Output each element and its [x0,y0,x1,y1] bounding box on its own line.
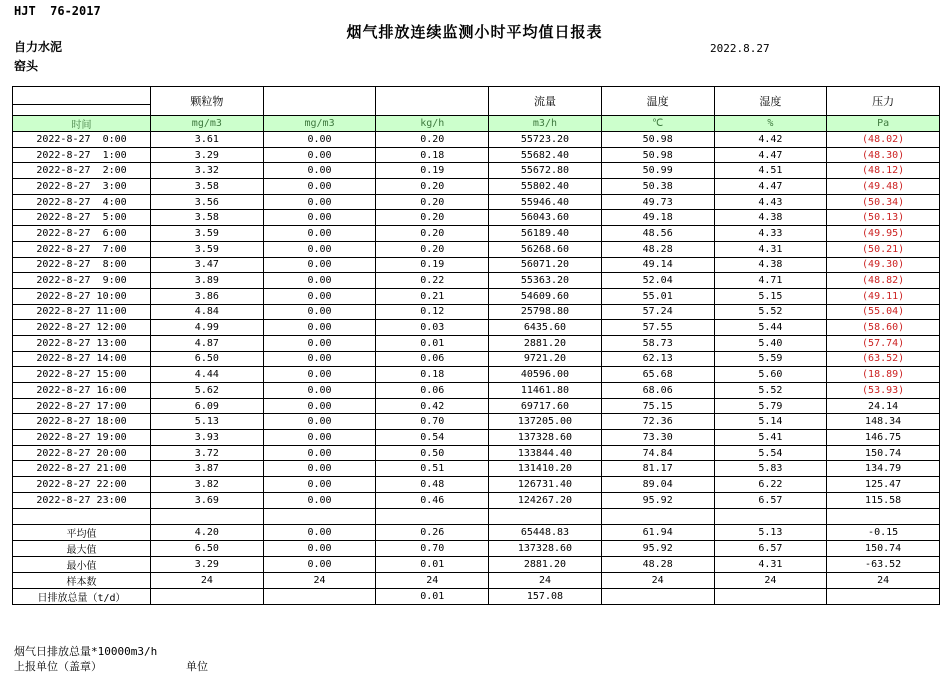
value-cell: 3.72 [151,445,264,461]
value-cell: 5.41 [714,430,827,446]
value-cell: 89.04 [601,477,714,493]
value-cell: 49.14 [601,257,714,273]
value-cell: 131410.20 [489,461,602,477]
table-row [13,241,940,257]
summary-row [13,540,940,556]
value-cell: 4.44 [151,367,264,383]
value-cell: 0.00 [263,226,376,242]
summary-value: 137328.60 [489,540,602,556]
table-row [13,398,940,414]
summary-value [263,589,376,605]
time-cell: 2022-8-27 10:00 [13,288,151,304]
group-header-cell: 温度 [601,87,714,116]
summary-value: 61.94 [601,524,714,540]
value-cell: 133844.40 [489,445,602,461]
value-cell: 3.29 [151,147,264,163]
value-cell: 56189.40 [489,226,602,242]
value-cell: 5.14 [714,414,827,430]
value-cell: 11461.80 [489,383,602,399]
value-cell: 6435.60 [489,320,602,336]
value-cell: 6.09 [151,398,264,414]
value-cell: 4.38 [714,210,827,226]
value-cell: 58.73 [601,335,714,351]
value-cell: 3.87 [151,461,264,477]
value-cell: 0.51 [376,461,489,477]
summary-value: 24 [151,573,264,589]
value-cell: 50.98 [601,147,714,163]
value-cell: (48.02) [827,132,940,148]
value-cell: 49.18 [601,210,714,226]
value-cell: 5.40 [714,335,827,351]
summary-label: 日排放总量（t/d） [13,589,151,605]
summary-value: 24 [376,573,489,589]
time-cell: 2022-8-27 6:00 [13,226,151,242]
table-row [13,210,940,226]
summary-label: 样本数 [13,573,151,589]
summary-value: 3.29 [151,556,264,572]
value-cell: 2881.20 [489,335,602,351]
value-cell: 0.03 [376,320,489,336]
value-cell: 0.00 [263,383,376,399]
value-cell: 55363.20 [489,273,602,289]
unit-header-cell: Pa [827,116,940,132]
time-cell: 2022-8-27 17:00 [13,398,151,414]
unit-header-cell: kg/h [376,116,489,132]
summary-row [13,556,940,572]
value-cell: 3.61 [151,132,264,148]
report-table [12,86,940,605]
value-cell: 0.42 [376,398,489,414]
spacer-cell [714,508,827,524]
value-cell: 0.19 [376,257,489,273]
summary-value: 95.92 [601,540,714,556]
value-cell: 0.00 [263,132,376,148]
value-cell: 9721.20 [489,351,602,367]
time-cell: 2022-8-27 3:00 [13,179,151,195]
value-cell: 25798.80 [489,304,602,320]
unit-label: 单位 [186,660,208,673]
table-row [13,132,940,148]
value-cell: 0.50 [376,445,489,461]
value-cell: 5.83 [714,461,827,477]
value-cell: 0.22 [376,273,489,289]
value-cell: 0.20 [376,132,489,148]
value-cell: 48.56 [601,226,714,242]
value-cell: 3.32 [151,163,264,179]
value-cell: 73.30 [601,430,714,446]
value-cell: 3.58 [151,179,264,195]
value-cell: 6.22 [714,477,827,493]
value-cell: (53.93) [827,383,940,399]
unit-header-cell: % [714,116,827,132]
value-cell: 0.00 [263,273,376,289]
spacer-cell [13,508,151,524]
value-cell: 0.00 [263,210,376,226]
value-cell: 4.33 [714,226,827,242]
value-cell: 0.20 [376,194,489,210]
table-row [13,367,940,383]
table-row [13,492,940,508]
summary-value: 65448.83 [489,524,602,540]
value-cell: 0.00 [263,257,376,273]
value-cell: 0.00 [263,492,376,508]
value-cell: 5.60 [714,367,827,383]
value-cell: (48.82) [827,273,940,289]
summary-value: 150.74 [827,540,940,556]
time-cell: 2022-8-27 12:00 [13,320,151,336]
time-cell: 2022-8-27 2:00 [13,163,151,179]
summary-row [13,524,940,540]
value-cell: 5.13 [151,414,264,430]
summary-value: 0.01 [376,589,489,605]
value-cell: 3.56 [151,194,264,210]
corner-cell-top [13,87,151,105]
value-cell: 4.71 [714,273,827,289]
value-cell: 55672.80 [489,163,602,179]
value-cell: 0.20 [376,226,489,242]
value-cell: 3.89 [151,273,264,289]
value-cell: 4.43 [714,194,827,210]
value-cell: 148.34 [827,414,940,430]
value-cell: 68.06 [601,383,714,399]
value-cell: (48.12) [827,163,940,179]
value-cell: 0.20 [376,210,489,226]
summary-value: 24 [601,573,714,589]
summary-value [151,589,264,605]
time-cell: 2022-8-27 7:00 [13,241,151,257]
summary-value: 0.00 [263,524,376,540]
value-cell: 0.21 [376,288,489,304]
value-cell: 55682.40 [489,147,602,163]
value-cell: 5.15 [714,288,827,304]
table-row [13,445,940,461]
value-cell: 55723.20 [489,132,602,148]
value-cell: 137205.00 [489,414,602,430]
table-row [13,257,940,273]
time-cell: 2022-8-27 21:00 [13,461,151,477]
spacer-cell [376,508,489,524]
value-cell: 0.70 [376,414,489,430]
value-cell: 56071.20 [489,257,602,273]
value-cell: (49.48) [827,179,940,195]
time-cell: 2022-8-27 9:00 [13,273,151,289]
summary-value: 24 [714,573,827,589]
value-cell: 95.92 [601,492,714,508]
summary-value: 0.26 [376,524,489,540]
time-cell: 2022-8-27 23:00 [13,492,151,508]
summary-value: 0.70 [376,540,489,556]
summary-value: 24 [827,573,940,589]
value-cell: 69717.60 [489,398,602,414]
value-cell: 5.44 [714,320,827,336]
value-cell: 0.00 [263,335,376,351]
value-cell: 124267.20 [489,492,602,508]
value-cell: 0.00 [263,288,376,304]
time-cell: 2022-8-27 14:00 [13,351,151,367]
summary-value: 4.20 [151,524,264,540]
value-cell: 49.73 [601,194,714,210]
value-cell: 0.46 [376,492,489,508]
value-cell: 55802.40 [489,179,602,195]
table-row [13,430,940,446]
value-cell: 4.87 [151,335,264,351]
value-cell: 3.59 [151,226,264,242]
value-cell: 5.52 [714,383,827,399]
company-name: 自力水泥 [14,40,63,54]
value-cell: 0.00 [263,147,376,163]
table-row [13,351,940,367]
time-cell: 2022-8-27 4:00 [13,194,151,210]
value-cell: 4.99 [151,320,264,336]
value-cell: 0.00 [263,320,376,336]
summary-value: 5.13 [714,524,827,540]
source-name: 窑头 [14,59,39,73]
group-header-cell [263,87,376,116]
standard-code: HJT 76-2017 [14,4,101,18]
value-cell: 4.38 [714,257,827,273]
value-cell: 0.00 [263,414,376,430]
table-row [13,288,940,304]
spacer-cell [263,508,376,524]
report-table-head [13,87,940,132]
table-row [13,179,940,195]
group-header-cell: 压力 [827,87,940,116]
value-cell: 4.47 [714,147,827,163]
value-cell: 0.00 [263,194,376,210]
value-cell: 54609.60 [489,288,602,304]
value-cell: 0.18 [376,367,489,383]
value-cell: 0.00 [263,163,376,179]
value-cell: 57.24 [601,304,714,320]
time-cell: 2022-8-27 13:00 [13,335,151,351]
time-cell: 2022-8-27 16:00 [13,383,151,399]
value-cell: (57.74) [827,335,940,351]
value-cell: (50.13) [827,210,940,226]
value-cell: 3.69 [151,492,264,508]
summary-label: 平均值 [13,524,151,540]
unit-header-cell: mg/m3 [263,116,376,132]
value-cell: (49.95) [827,226,940,242]
table-row [13,477,940,493]
unit-header-cell: mg/m3 [151,116,264,132]
value-cell: 50.99 [601,163,714,179]
value-cell: 134.79 [827,461,940,477]
time-cell: 2022-8-27 19:00 [13,430,151,446]
table-row [13,226,940,242]
value-cell: 74.84 [601,445,714,461]
summary-value: 0.00 [263,556,376,572]
value-cell: 3.58 [151,210,264,226]
summary-value: 24 [263,573,376,589]
summary-value: 6.57 [714,540,827,556]
summary-value: 24 [489,573,602,589]
value-cell: (55.04) [827,304,940,320]
table-row [13,163,940,179]
value-cell: 75.15 [601,398,714,414]
value-cell: 62.13 [601,351,714,367]
value-cell: 81.17 [601,461,714,477]
value-cell: 52.04 [601,273,714,289]
report-unit-label: 上报单位（盖章） [14,660,102,673]
value-cell: 0.00 [263,430,376,446]
value-cell: 0.20 [376,241,489,257]
table-row [13,194,940,210]
footer-note: 烟气日排放总量*10000m3/h [14,645,158,658]
value-cell: 0.00 [263,304,376,320]
value-cell: 50.98 [601,132,714,148]
summary-value: 157.08 [489,589,602,605]
value-cell: 0.19 [376,163,489,179]
table-row [13,320,940,336]
time-cell: 2022-8-27 20:00 [13,445,151,461]
value-cell: 3.47 [151,257,264,273]
value-cell: 3.86 [151,288,264,304]
table-row [13,273,940,289]
summary-label: 最小值 [13,556,151,572]
value-cell: 65.68 [601,367,714,383]
value-cell: 40596.00 [489,367,602,383]
value-cell: 72.36 [601,414,714,430]
group-header-cell: 湿度 [714,87,827,116]
value-cell: 137328.60 [489,430,602,446]
summary-value: -63.52 [827,556,940,572]
time-cell: 2022-8-27 8:00 [13,257,151,273]
value-cell: (48.30) [827,147,940,163]
value-cell: 48.28 [601,241,714,257]
spacer-cell [489,508,602,524]
value-cell: (49.30) [827,257,940,273]
report-date: 2022.8.27 [710,42,770,55]
value-cell: 55946.40 [489,194,602,210]
time-column-header: 时间 [13,116,151,132]
page-title: 烟气排放连续监测小时平均值日报表 [346,23,603,41]
value-cell: 115.58 [827,492,940,508]
unit-header-cell: m3/h [489,116,602,132]
summary-label: 最大值 [13,540,151,556]
value-cell: 0.06 [376,383,489,399]
table-row [13,383,940,399]
table-row [13,335,940,351]
value-cell: 50.38 [601,179,714,195]
value-cell: 0.54 [376,430,489,446]
value-cell: 0.00 [263,241,376,257]
spacer-cell [827,508,940,524]
value-cell: 3.82 [151,477,264,493]
time-cell: 2022-8-27 11:00 [13,304,151,320]
value-cell: 0.48 [376,477,489,493]
value-cell: 4.84 [151,304,264,320]
value-cell: 56043.60 [489,210,602,226]
group-header-cell: 颗粒物 [151,87,264,116]
value-cell: 56268.60 [489,241,602,257]
value-cell: (50.34) [827,194,940,210]
report-table-body [13,132,940,605]
value-cell: (18.89) [827,367,940,383]
time-cell: 2022-8-27 5:00 [13,210,151,226]
value-cell: 0.00 [263,398,376,414]
value-cell: 6.50 [151,351,264,367]
value-cell: 0.12 [376,304,489,320]
value-cell: 0.06 [376,351,489,367]
value-cell: 5.62 [151,383,264,399]
value-cell: (49.11) [827,288,940,304]
value-cell: 6.57 [714,492,827,508]
value-cell: (63.52) [827,351,940,367]
value-cell: 55.01 [601,288,714,304]
value-cell: 5.54 [714,445,827,461]
value-cell: 125.47 [827,477,940,493]
summary-value [601,589,714,605]
value-cell: 4.51 [714,163,827,179]
table-row [13,304,940,320]
summary-value: -0.15 [827,524,940,540]
summary-value [827,589,940,605]
value-cell: 0.01 [376,335,489,351]
summary-value: 2881.20 [489,556,602,572]
time-cell: 2022-8-27 15:00 [13,367,151,383]
value-cell: 5.59 [714,351,827,367]
value-cell: 0.00 [263,461,376,477]
summary-value: 6.50 [151,540,264,556]
value-cell: 146.75 [827,430,940,446]
value-cell: 57.55 [601,320,714,336]
value-cell: 5.52 [714,304,827,320]
spacer-row [13,508,940,524]
time-cell: 2022-8-27 18:00 [13,414,151,430]
summary-value: 0.00 [263,540,376,556]
value-cell: 4.47 [714,179,827,195]
value-cell: 0.18 [376,147,489,163]
time-cell: 2022-8-27 22:00 [13,477,151,493]
table-row [13,461,940,477]
time-cell: 2022-8-27 1:00 [13,147,151,163]
spacer-cell [151,508,264,524]
summary-value: 0.01 [376,556,489,572]
value-cell: 0.00 [263,477,376,493]
group-header-cell: 流量 [489,87,602,116]
value-cell: 0.00 [263,179,376,195]
value-cell: 24.14 [827,398,940,414]
table-row [13,147,940,163]
value-cell: 4.42 [714,132,827,148]
value-cell: (58.60) [827,320,940,336]
value-cell: 3.93 [151,430,264,446]
unit-header-cell: ℃ [601,116,714,132]
value-cell: 5.79 [714,398,827,414]
value-cell: 0.20 [376,179,489,195]
summary-value: 4.31 [714,556,827,572]
value-cell: 126731.40 [489,477,602,493]
summary-value [714,589,827,605]
summary-value: 48.28 [601,556,714,572]
time-cell: 2022-8-27 0:00 [13,132,151,148]
value-cell: (50.21) [827,241,940,257]
table-row [13,414,940,430]
summary-row [13,573,940,589]
value-cell: 0.00 [263,351,376,367]
value-cell: 4.31 [714,241,827,257]
value-cell: 0.00 [263,445,376,461]
value-cell: 150.74 [827,445,940,461]
summary-row [13,589,940,605]
value-cell: 3.59 [151,241,264,257]
group-header-cell [376,87,489,116]
value-cell: 0.00 [263,367,376,383]
corner-cell-bottom [13,105,151,116]
spacer-cell [601,508,714,524]
